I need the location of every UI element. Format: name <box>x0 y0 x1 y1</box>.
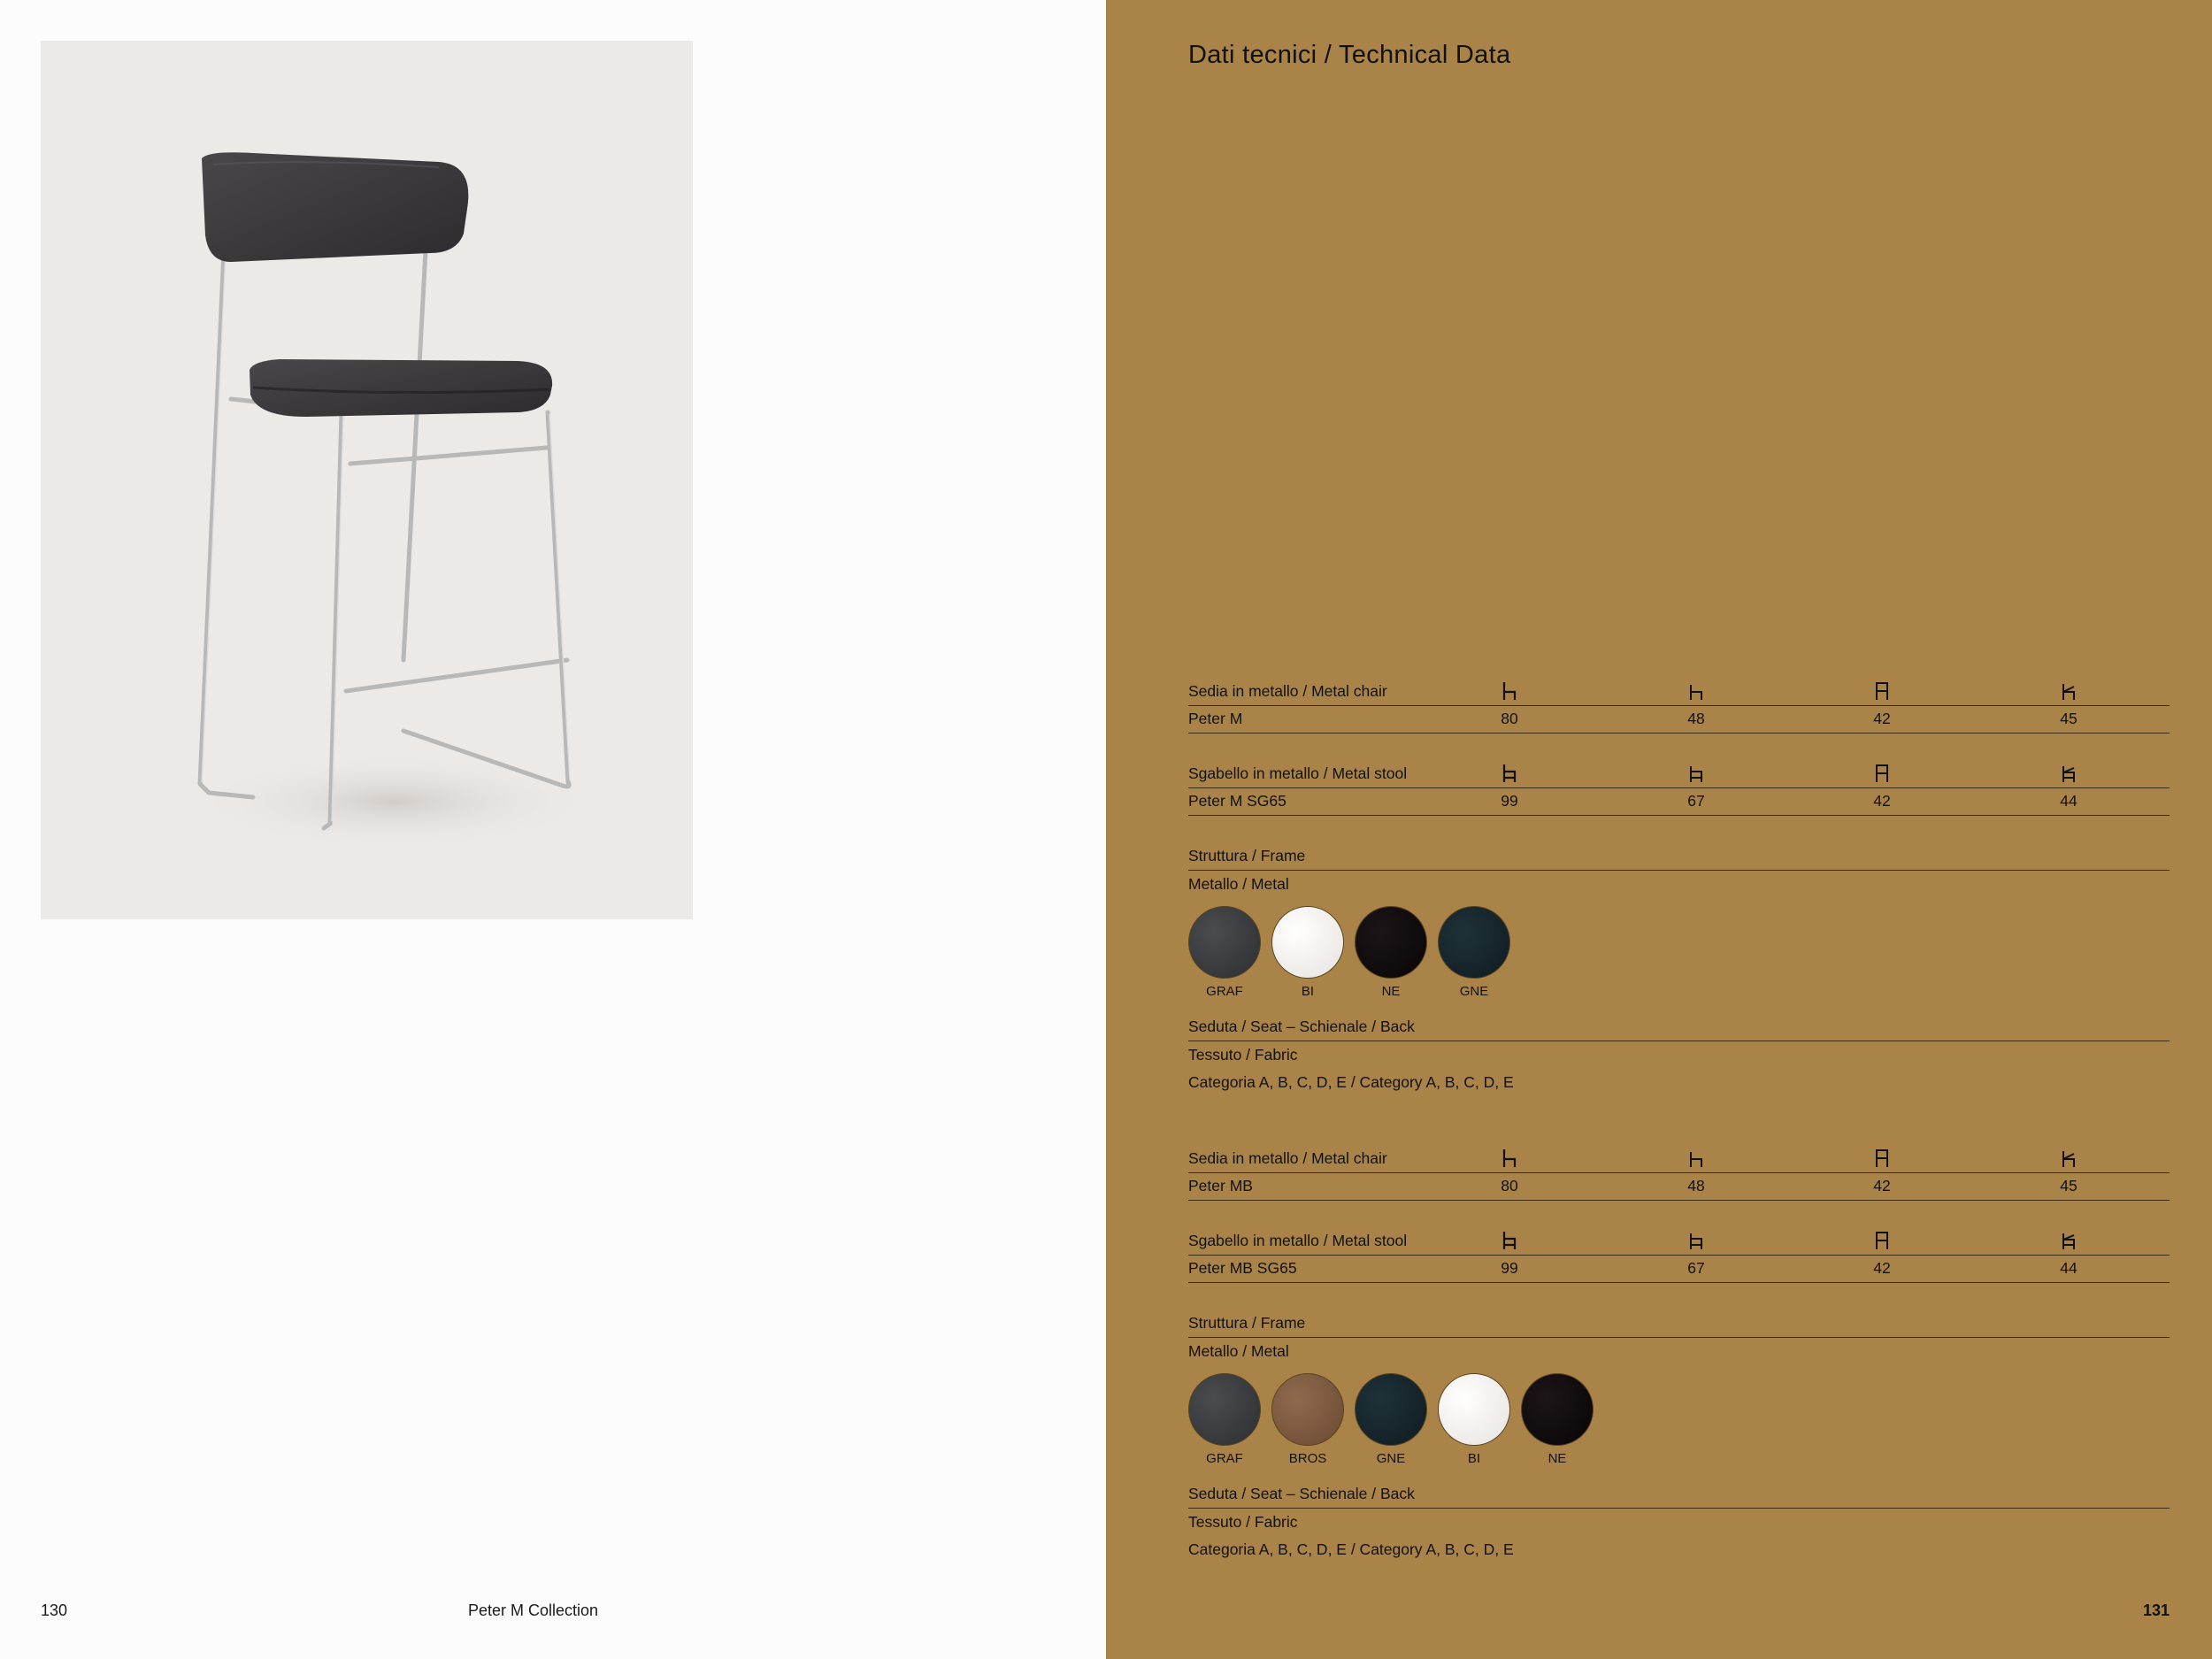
width-value: 42 <box>1873 1259 1891 1277</box>
swatch-label: BROS <box>1288 1451 1327 1466</box>
chair-dimensions-table <box>1188 1146 2170 1201</box>
page-title: Dati tecnici / Technical Data <box>1188 41 1511 69</box>
chair-header-row <box>1188 679 2170 706</box>
swatch-bi <box>1271 906 1344 999</box>
seat-material: Tessuto / Fabric <box>1188 1513 1298 1531</box>
page-number-left: 130 <box>41 1601 68 1619</box>
seat-material-row <box>1188 1041 2170 1069</box>
chair-header-row <box>1188 1146 2170 1173</box>
product-photo <box>41 41 693 919</box>
stool-width-icon <box>1864 1231 1900 1250</box>
seat-category: Categoria A, B, C, D, E / Category A, B, C, D, E <box>1188 1540 1514 1558</box>
frame-finishes <box>1188 843 2170 999</box>
seat-back-spec <box>1188 1481 2170 1563</box>
stool-seat-height-icon <box>1678 1231 1714 1250</box>
seat-material: Tessuto / Fabric <box>1188 1046 1298 1064</box>
width-value: 42 <box>1873 710 1891 727</box>
swatch-label: BI <box>1301 984 1315 999</box>
chair-width-icon <box>1864 1148 1900 1168</box>
chair-seat-height-icon <box>1678 1148 1714 1168</box>
frame-heading-row <box>1188 1310 2170 1338</box>
frame-material-row <box>1188 871 2170 898</box>
model-name: Peter M SG65 <box>1188 792 1286 810</box>
seat-category-row <box>1188 1069 2170 1096</box>
seat-category-row <box>1188 1536 2170 1563</box>
swatch-label: BI <box>1467 1451 1481 1466</box>
seat-height-value: 67 <box>1687 1259 1705 1277</box>
seat-height-value: 48 <box>1687 710 1705 727</box>
swatch-color <box>1188 1373 1261 1446</box>
frame-heading: Struttura / Frame <box>1188 1314 1306 1332</box>
frame-material: Metallo / Metal <box>1188 875 1289 893</box>
swatch-label: GNE <box>1376 1451 1406 1466</box>
stool-width-icon <box>1864 764 1900 783</box>
seat-heading-row <box>1188 1481 2170 1509</box>
finish-swatches <box>1188 1373 2170 1466</box>
seat-heading: Seduta / Seat – Schienale / Back <box>1188 1018 1415 1035</box>
total-height-value: 80 <box>1501 1177 1518 1194</box>
stool-dimensions-table <box>1188 1228 2170 1283</box>
total-height-value: 80 <box>1501 710 1518 727</box>
swatch-gne <box>1438 906 1510 999</box>
running-title: Peter M Collection <box>468 1601 599 1619</box>
frame-material-row <box>1188 1338 2170 1365</box>
chair-type-label: Sedia in metallo / Metal chair <box>1188 1149 1387 1167</box>
seat-material-row <box>1188 1509 2170 1536</box>
model-name: Peter MB <box>1188 1177 1253 1194</box>
finish-swatches <box>1188 906 2170 999</box>
frame-material: Metallo / Metal <box>1188 1342 1289 1360</box>
swatch-color <box>1438 906 1510 979</box>
chair-values-row <box>1188 1173 2170 1201</box>
spec-section-peter-mb <box>1188 1146 2170 1563</box>
stool-total-height-icon <box>1492 1231 1527 1250</box>
seat-height-value: 48 <box>1687 1177 1705 1194</box>
frame-heading: Struttura / Frame <box>1188 847 1306 864</box>
chair-type-label: Sedia in metallo / Metal chair <box>1188 682 1387 700</box>
chair-values-row <box>1188 706 2170 733</box>
model-name: Peter M <box>1188 710 1243 727</box>
swatch-color <box>1355 1373 1427 1446</box>
stool-values-row <box>1188 788 2170 816</box>
swatch-label: GRAF <box>1206 984 1243 999</box>
swatch-color <box>1271 1373 1344 1446</box>
stool-header-row <box>1188 1228 2170 1256</box>
seat-heading: Seduta / Seat – Schienale / Back <box>1188 1485 1415 1502</box>
depth-value: 44 <box>2060 792 2078 810</box>
stool-total-height-icon <box>1492 764 1527 783</box>
seat-back-spec <box>1188 1014 2170 1096</box>
chair-seat-height-icon <box>1678 681 1714 701</box>
swatch-color <box>1355 906 1427 979</box>
width-value: 42 <box>1873 1177 1891 1194</box>
chair-total-height-icon <box>1492 681 1527 701</box>
stool-type-label: Sgabello in metallo / Metal stool <box>1188 764 1408 782</box>
swatch-gne <box>1355 1373 1427 1466</box>
seat-height-value: 67 <box>1687 792 1705 810</box>
swatch-graf <box>1188 906 1261 999</box>
swatch-ne <box>1355 906 1427 999</box>
swatch-label: NE <box>1381 984 1401 999</box>
swatch-graf <box>1188 1373 1261 1466</box>
width-value: 42 <box>1873 792 1891 810</box>
swatch-color <box>1188 906 1261 979</box>
swatch-label: GRAF <box>1206 1451 1243 1466</box>
seat-heading-row <box>1188 1014 2170 1041</box>
stool-values-row <box>1188 1256 2170 1283</box>
chair-width-icon <box>1864 681 1900 701</box>
swatch-bi <box>1438 1373 1510 1466</box>
stool-type-label: Sgabello in metallo / Metal stool <box>1188 1232 1408 1249</box>
chair-total-height-icon <box>1492 1148 1527 1168</box>
swatch-color <box>1271 906 1344 979</box>
chair-depth-icon <box>2051 681 2086 701</box>
total-height-value: 99 <box>1501 1259 1518 1277</box>
total-height-value: 99 <box>1501 792 1518 810</box>
stool-dimensions-table <box>1188 761 2170 816</box>
page-number-right: 131 <box>2142 1601 2170 1619</box>
spec-section-peter-m <box>1188 679 2170 1096</box>
model-name: Peter MB SG65 <box>1188 1259 1297 1277</box>
depth-value: 45 <box>2060 1177 2078 1194</box>
stool-seat-height-icon <box>1678 764 1714 783</box>
swatch-bros <box>1271 1373 1344 1466</box>
stool-header-row <box>1188 761 2170 788</box>
swatch-ne <box>1521 1373 1594 1466</box>
frame-heading-row <box>1188 843 2170 871</box>
swatch-color <box>1438 1373 1510 1446</box>
chair-dimensions-table <box>1188 679 2170 733</box>
seat-category: Categoria A, B, C, D, E / Category A, B, C, D, E <box>1188 1073 1514 1091</box>
swatch-color <box>1521 1373 1594 1446</box>
stool-depth-icon <box>2051 764 2086 783</box>
depth-value: 44 <box>2060 1259 2078 1277</box>
chair-depth-icon <box>2051 1148 2086 1168</box>
depth-value: 45 <box>2060 710 2078 727</box>
swatch-label: NE <box>1548 1451 1567 1466</box>
stool-depth-icon <box>2051 1231 2086 1250</box>
right-page <box>1106 0 2212 1659</box>
bar-stool-image <box>41 41 693 919</box>
swatch-label: GNE <box>1459 984 1489 999</box>
frame-finishes <box>1188 1310 2170 1466</box>
